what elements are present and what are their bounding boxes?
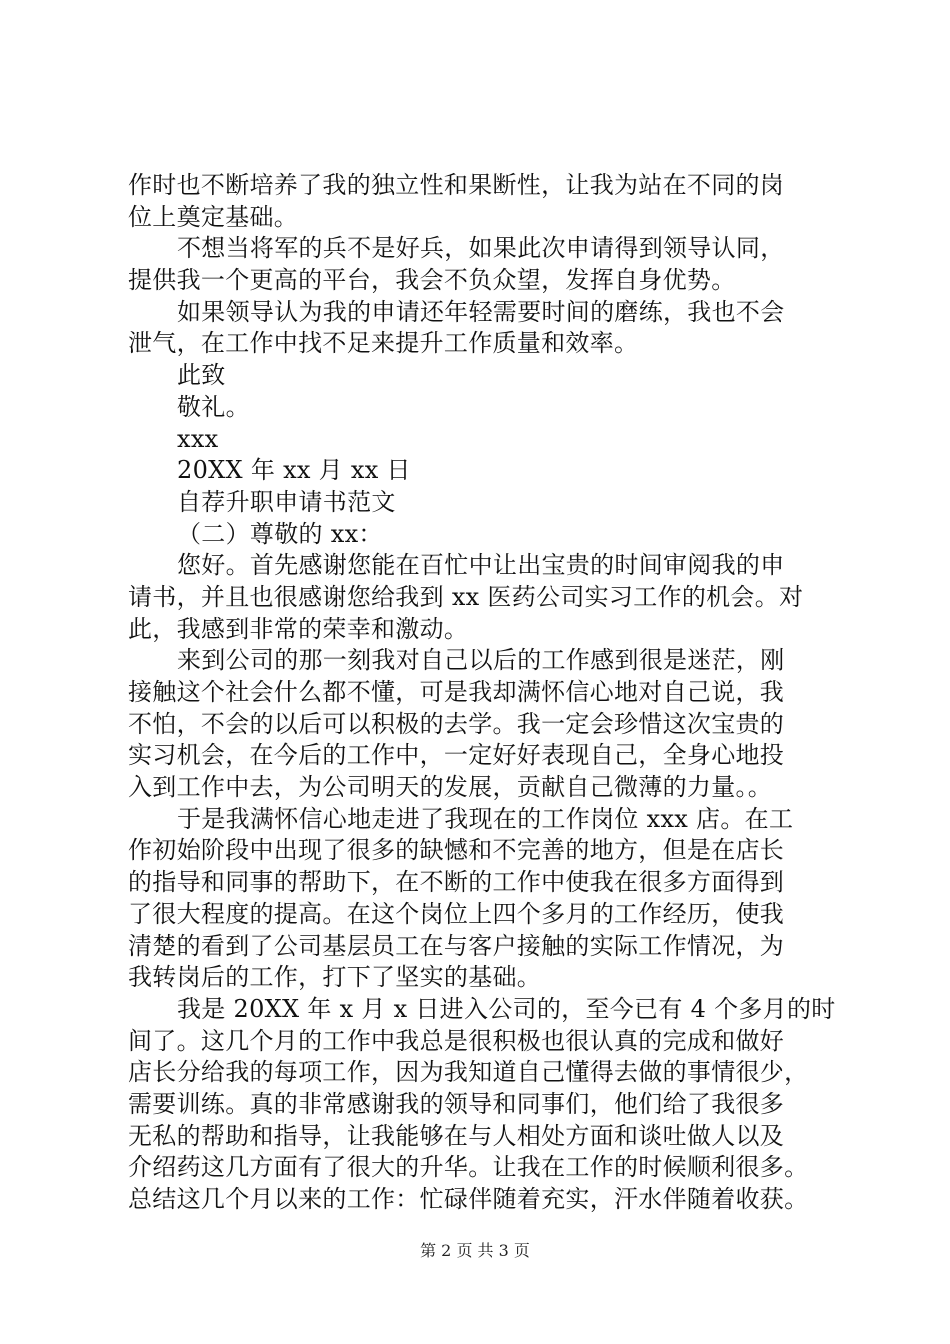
text-line: （二）尊敬的 xx：	[177, 519, 383, 548]
text-line: xxx	[177, 424, 219, 453]
text-line: 间了。这几个月的工作中我总是很积极也很认真的完成和做好	[128, 1026, 785, 1055]
text-line: 无私的帮助和指导，让我能够在与人相处方面和谈吐做人以及	[128, 1121, 785, 1150]
text-line: 如果领导认为我的申请还年轻需要时间的磨练，我也不会	[177, 297, 785, 326]
text-line: 您好。首先感谢您能在百忙中让出宝贵的时间审阅我的申	[177, 551, 785, 580]
text-line: 我是 20XX 年 x 月 x 日进入公司的，至今已有 4 个多月的时	[177, 994, 836, 1023]
text-line: 了很大程度的提高。在这个岗位上四个多月的工作经历，使我	[128, 899, 785, 928]
text-line: 不怕，不会的以后可以积极的去学。我一定会珍惜这次宝贵的	[128, 709, 785, 738]
text-line: 位上奠定基础。	[128, 202, 299, 231]
page-footer: 第 2 页 共 3 页	[420, 1241, 530, 1260]
text-line: 作初始阶段中出现了很多的缺憾和不完善的地方，但是在店长	[128, 836, 785, 865]
text-line: 介绍药这几方面有了很大的升华。让我在工作的时候顺利很多。	[128, 1153, 809, 1182]
text-line: 我转岗后的工作，打下了坚实的基础。	[128, 963, 542, 992]
text-line: 此，我感到非常的荣幸和激动。	[128, 614, 469, 643]
text-line: 总结这几个月以来的工作：忙碌伴随着充实，汗水伴随着收获。	[128, 1185, 809, 1213]
text-line: 20XX 年 xx 月 xx 日	[177, 456, 411, 485]
text-line: 接触这个社会什么都不懂，可是我却满怀信心地对自己说，我	[128, 678, 785, 706]
text-line: 实习机会，在今后的工作中，一定好好表现自己，全身心地投	[128, 741, 785, 770]
text-line: 来到公司的那一刻我对自己以后的工作感到很是迷茫，刚	[177, 646, 785, 675]
text-line: 自荐升职申请书范文	[177, 487, 396, 516]
text-line: 请书，并且也很感谢您给我到 xx 医药公司实习工作的机会。对	[128, 582, 804, 611]
text-line: 提供我一个更高的平台，我会不负众望，发挥自身优势。	[128, 266, 736, 295]
text-line: 清楚的看到了公司基层员工在与客户接触的实际工作情况，为	[128, 931, 785, 960]
text-line: 需要训练。真的非常感谢我的领导和同事们，他们给了我很多	[128, 1089, 785, 1118]
text-line: 敬礼。	[177, 392, 250, 421]
text-line: 泄气，在工作中找不足来提升工作质量和效率。	[128, 329, 639, 358]
text-line: 作时也不断培养了我的独立性和果断性，让我为站在不同的岗	[128, 171, 785, 199]
text-line: 此致	[177, 361, 226, 390]
text-line: 入到工作中去，为公司明天的发展，贡献自己微薄的力量。。	[128, 773, 773, 802]
document-body	[128, 170, 840, 1216]
text-line: 店长分给我的每项工作，因为我知道自己懂得去做的事情很少，	[128, 1058, 809, 1087]
text-line: 于是我满怀信心地走进了我现在的工作岗位 xxx 店。在工	[177, 804, 794, 833]
text-line: 不想当将军的兵不是好兵，如果此次申请得到领导认同，	[177, 234, 785, 263]
text-line: 的指导和同事的帮助下，在不断的工作中使我在很多方面得到	[128, 868, 785, 897]
